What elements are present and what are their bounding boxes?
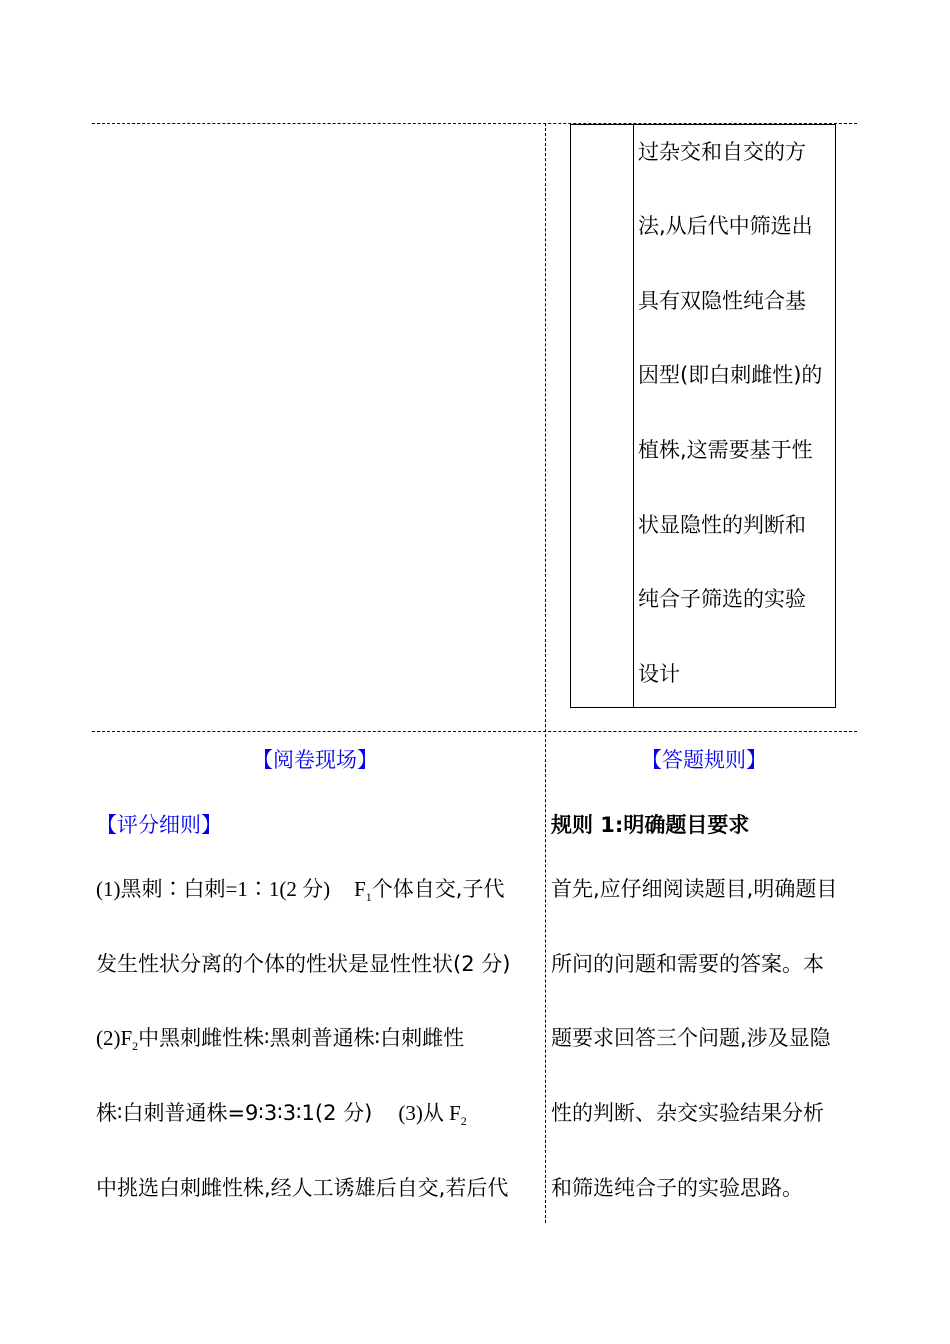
scoring-line-3	[96, 1026, 464, 1058]
table-line: 过杂交和自交的方	[638, 140, 806, 164]
rule-line: 所问的问题和需要的答案。本	[551, 952, 824, 976]
table-inner-divider	[633, 124, 634, 707]
table-line: 法,从后代中筛选出	[638, 214, 813, 238]
subscript: 2	[132, 1039, 139, 1054]
rule-line: 和筛选纯合子的实验思路。	[551, 1176, 803, 1200]
rule-title: 规则 1:明确题目要求	[551, 813, 750, 837]
scoring-line-3-part-a: (2)F	[96, 1026, 133, 1050]
scoring-line-4-part-a: 株∶白刺普通株=9∶3∶3∶1(2 分)	[96, 1101, 373, 1125]
table-line: 纯合子筛选的实验	[638, 587, 806, 611]
subscript: 2	[460, 1114, 467, 1129]
middle-dashed-rule	[92, 731, 857, 732]
scoring-line-3-part-b: 中黑刺雌性株∶黑刺普通株∶白刺雌性	[138, 1026, 465, 1050]
table-line: 状显隐性的判断和	[638, 513, 806, 537]
scoring-line-5: 中挑选白刺雌性株,经人工诱雄后自交,若后代	[96, 1176, 509, 1200]
scoring-rules-heading: 【评分细则】	[96, 813, 222, 837]
table-line: 具有双隐性纯合基	[638, 289, 806, 313]
answer-table-cell	[570, 124, 836, 708]
scoring-line-4	[96, 1101, 467, 1133]
subscript: 1	[365, 890, 372, 905]
scoring-line-2: 发生性状分离的个体的性状是显性性状(2 分)	[96, 952, 511, 976]
table-line: 设计	[638, 662, 680, 686]
rule-line: 性的判断、杂交实验结果分析	[551, 1101, 824, 1125]
column-divider	[545, 123, 546, 1223]
table-line: 因型(即白刺雌性)的	[638, 363, 823, 387]
rule-line: 题要求回答三个问题,涉及显隐	[551, 1026, 831, 1050]
answer-rules-heading: 【答题规则】	[641, 748, 767, 772]
scoring-line-1-part-a: (1)黑刺∶白刺=1∶1(2 分)	[96, 877, 331, 901]
rule-line: 首先,应仔细阅读题目,明确题目	[551, 877, 838, 901]
scoring-line-4-part-b: (3)从 F	[398, 1101, 461, 1125]
scoring-line-1-part-c: 个体自交,子代	[371, 877, 505, 901]
reading-scene-heading: 【阅卷现场】	[252, 748, 378, 772]
f-symbol: F	[354, 877, 366, 901]
scoring-line-1	[96, 877, 504, 909]
table-line: 植株,这需要基于性	[638, 438, 813, 462]
